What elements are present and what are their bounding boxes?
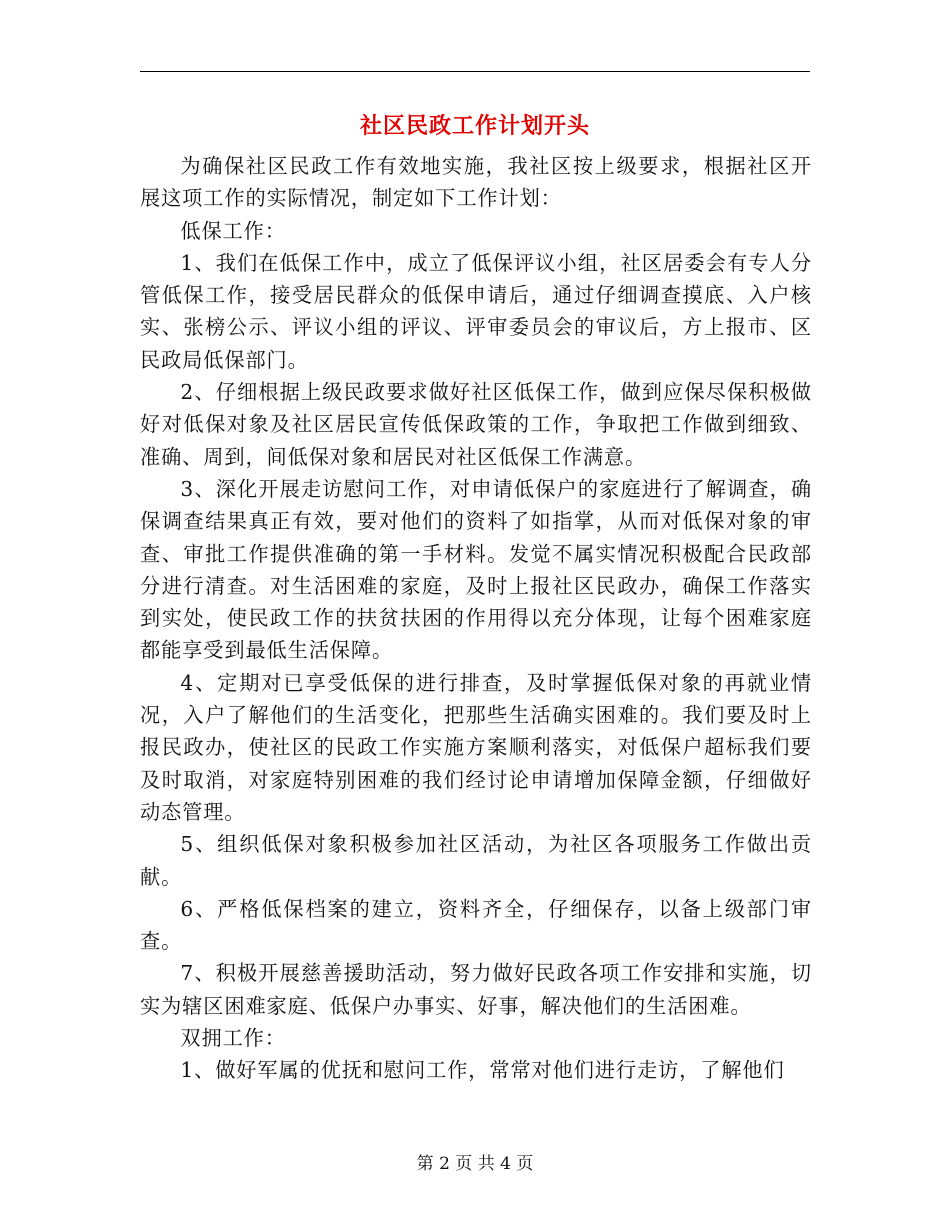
header-rule <box>140 71 810 72</box>
paragraph-item: 5、组织低保对象积极参加社区活动，为社区各项服务工作做出贡献。 <box>140 832 812 889</box>
document-body <box>140 150 812 1087</box>
paragraph-item: 1、做好军属的优抚和慰问工作，常常对他们进行走访，了解他们 <box>180 1058 785 1083</box>
section-heading-shuangyong: 双拥工作： <box>180 1026 286 1051</box>
paragraph-item: 1、我们在低保工作中，成立了低保评议小组，社区居委会有专人分管低保工作，接受居民群众的低保申请后，通过仔细调查摸底、入户核实、张榜公示、评议小组的评议、评审委员会的审议后，方上报市、区民政局低保部门。 <box>140 250 812 372</box>
paragraph-intro: 为确保社区民政工作有效地实施，我社区按上级要求，根据社区开展这项工作的实际情况，制定如下工作计划： <box>140 154 812 211</box>
page-number-footer: 第 2 页 共 4 页 <box>416 1154 534 1174</box>
section-heading-dibao: 低保工作： <box>180 218 286 243</box>
document-title: 社区民政工作计划开头 <box>359 113 590 139</box>
paragraph-item: 7、积极开展慈善援助活动，努力做好民政各项工作安排和实施，切实为辖区困难家庭、低保户办事实、好事，解决他们的生活困难。 <box>140 961 812 1018</box>
paragraph-item: 3、深化开展走访慰问工作，对申请低保户的家庭进行了解调查，确保调查结果真正有效，要对他们的资料了如指掌，从而对低保对象的审查、审批工作提供准确的第一手材料。发觉不属实情况积极配合民政部分进行清查。对生活困难的家庭，及时上报社区民政办，确保工作落实到实处，使民政工作的扶贫扶困的作用得以充分体现，让每个困难家庭都能享受到最低生活保障。 <box>140 476 812 663</box>
paragraph-item: 4、定期对已享受低保的进行排查，及时掌握低保对象的再就业情况，入户了解他们的生活变化，把那些生活确实困难的。我们要及时上报民政办，使社区的民政工作实施方案顺利落实，对低保户超标我们要及时取消，对家庭特别困难的我们经讨论申请增加保障金额，仔细做好动态管理。 <box>140 670 812 824</box>
paragraph-item: 2、仔细根据上级民政要求做好社区低保工作，做到应保尽保积极做好对低保对象及社区居民宣传低保政策的工作，争取把工作做到细致、准确、周到，间低保对象和居民对社区低保工作满意。 <box>140 380 812 469</box>
paragraph-item: 6、严格低保档案的建立，资料齐全，仔细保存，以备上级部门审查。 <box>140 896 812 954</box>
